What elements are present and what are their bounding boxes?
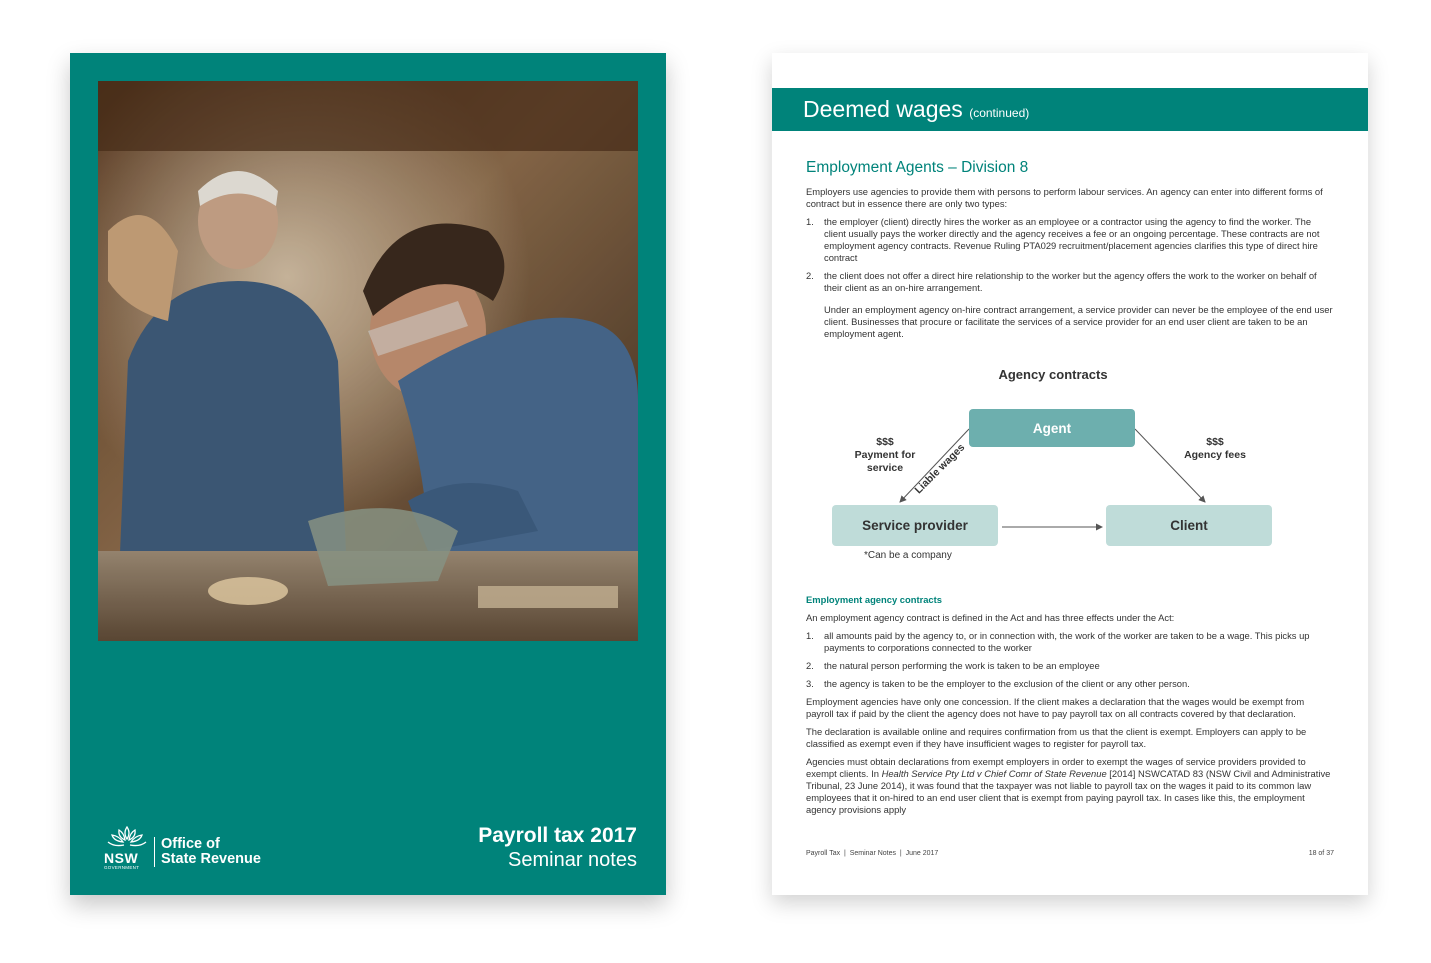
- list-text: the client does not offer a direct hire relationship to the worker but the agency offers the work to the worker on behalf of their client as an on-hire arrangement.: [824, 270, 1317, 293]
- list-text: the agency is taken to be the employer to the exclusion of the client or any other person.: [824, 678, 1190, 689]
- list-number: 1.: [806, 630, 814, 641]
- page-content-top: [806, 159, 1334, 346]
- cover-subtitle: Seminar notes: [508, 849, 637, 871]
- intro-paragraph: Employers use agencies to provide them with persons to perform labour services. An agency can enter into different forms of contract but in essence there are only two types:: [806, 186, 1323, 209]
- list-number: 2.: [806, 660, 814, 671]
- agency-contracts-diagram: [772, 359, 1368, 569]
- list-number: 3.: [806, 678, 814, 689]
- agent-box: Agent: [969, 409, 1135, 447]
- list-item: [806, 678, 1334, 690]
- carpenters-photo-icon: [98, 81, 638, 641]
- case-citation: Health Service Pty Ltd v Chief Comr of State Revenue: [881, 768, 1107, 779]
- cover-title-block: [478, 823, 637, 873]
- list-item: [806, 270, 1334, 340]
- list-item: [806, 630, 1334, 654]
- cover-photo: [98, 81, 638, 641]
- org-name: [154, 837, 261, 867]
- service-provider-box: Service provider: [832, 505, 998, 546]
- report-cover: [70, 53, 666, 895]
- diagram-footnote: *Can be a company: [864, 550, 952, 561]
- agencies-text-1: Agencies must obtain declarations from exempt employers in order to exempt the wages of service providers provided to exempt clients. In: [806, 756, 1306, 779]
- declaration-paragraph: The declaration is available online and requires confirmation from us that the client is exempt. Employers can apply to be classified as exempt even if they have insufficient wages to register for payroll tax.: [806, 726, 1307, 749]
- document-page: [772, 53, 1368, 895]
- payment-label-line-1: $$$: [876, 436, 894, 448]
- section-title: Employment Agents – Division 8: [806, 159, 1029, 176]
- org-line-2: State Revenue: [161, 851, 261, 867]
- nsw-wordmark: NSW: [104, 850, 139, 866]
- agency-fees-label: [1174, 436, 1256, 462]
- banner-suffix: (continued): [969, 106, 1030, 120]
- list-text: the employer (client) directly hires the worker as an employee or a contractor using the agency to find the worker. The client usually pays the worker directly and the agency receives a fee or an ongoing percentage. These contracts are not employment agency contracts. Revenue Ruling PTA029 recruitment/placement agencies clarifies this type of direct hire contract: [824, 216, 1320, 263]
- payment-label-line-3: service: [866, 462, 904, 474]
- client-box: Client: [1106, 505, 1272, 546]
- subsection-title: Employment agency contracts: [806, 594, 942, 605]
- list-text: all amounts paid by the agency to, or in connection with, the work of the worker are taken to be a wage. This picks up payments to corporations connected to the worker: [824, 630, 1310, 653]
- page-footer: [806, 850, 1334, 857]
- page-number: 18 of 37: [1308, 850, 1334, 857]
- list-number: 1.: [806, 216, 814, 227]
- footer-left: Payroll Tax | Seminar Notes | June 2017: [806, 850, 939, 857]
- effects-list: [806, 630, 1334, 690]
- fees-label-line-1: $$$: [1206, 436, 1224, 448]
- list-number: 2.: [806, 270, 814, 281]
- fees-label-line-2: Agency fees: [1184, 449, 1246, 461]
- list-item: [806, 660, 1334, 672]
- contract-intro: An employment agency contract is defined in the Act and has three effects under the Act:: [806, 612, 1175, 623]
- diagram-title: Agency contracts: [998, 367, 1108, 382]
- onhire-note: Under an employment agency on-hire contract arrangement, a service provider can never be the employee of the end user client. Businesses that procure or facilitate the services of a service provider for an end user client are taken to be an employment agent.: [824, 304, 1333, 339]
- banner-heading: [803, 96, 1029, 123]
- government-wordmark: GOVERNMENT: [104, 865, 140, 870]
- page-banner: [772, 88, 1368, 131]
- agencies-paragraph: [806, 756, 1334, 816]
- banner-title: Deemed wages: [803, 96, 963, 122]
- page-content-bottom: [806, 594, 1334, 822]
- arrow-label-liable-wages: Liable wages: [912, 441, 968, 497]
- agencies-text-2: [2014] NSWCATAD 83 (NSW Civil and Administrative Tribunal, 23 June 2014), it was found that the taxpayer was not liable to payroll tax on the wages it paid to its common law employees that it on-hired to an end user client that is exempt from paying payroll tax. In cases like this, the employment agency provisions apply: [806, 768, 1331, 815]
- contract-types-list: [806, 216, 1334, 340]
- concession-paragraph: Employment agencies have only one concession. If the client makes a declaration that the wages would be exempt from payroll tax if paid by the client the agency does not have to pay payroll tax on all contracts covered by that declaration.: [806, 696, 1305, 719]
- payment-label: [844, 436, 926, 475]
- list-text: the natural person performing the work is taken to be an employee: [824, 660, 1100, 671]
- list-item: [806, 216, 1334, 264]
- cover-title: Payroll tax 2017: [478, 824, 637, 847]
- payment-label-line-2: Payment for: [854, 449, 916, 461]
- org-line-1: Office of: [161, 836, 220, 852]
